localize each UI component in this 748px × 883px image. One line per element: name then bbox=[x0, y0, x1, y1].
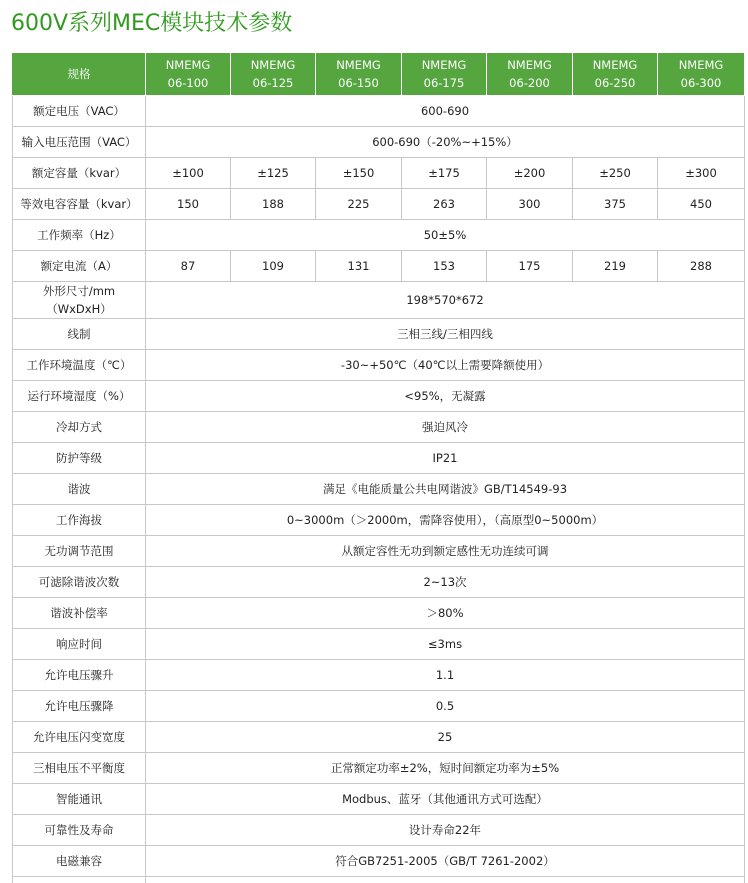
row-label: 允许电压骤升 bbox=[13, 660, 146, 691]
row-label: 电磁兼容 bbox=[13, 846, 146, 877]
table-row bbox=[13, 350, 745, 381]
row-value: 600-690（-20%~+15%） bbox=[146, 127, 745, 158]
header-model-cell bbox=[658, 53, 745, 96]
row-cell: ±100 bbox=[146, 158, 231, 189]
model-line1: NMEMG bbox=[421, 58, 467, 72]
table-row bbox=[13, 127, 745, 158]
table-row bbox=[13, 815, 745, 846]
row-cell: ±125 bbox=[231, 158, 316, 189]
row-value: 2~13次 bbox=[146, 567, 745, 598]
row-value: 1.1 bbox=[146, 660, 745, 691]
model-line1: NMEMG bbox=[336, 58, 381, 72]
row-cell: 188 bbox=[231, 189, 316, 220]
row-cell: 219 bbox=[573, 251, 658, 282]
row-cell: 263 bbox=[402, 189, 487, 220]
row-value: Modbus、蓝牙（其他通讯方式可选配） bbox=[146, 784, 745, 815]
row-label: 线制 bbox=[13, 319, 146, 350]
row-value: 强迫风冷 bbox=[146, 412, 745, 443]
row-label: 允许电压闪变宽度 bbox=[13, 722, 146, 753]
row-value: ＞80% bbox=[146, 598, 745, 629]
row-cell: ±300 bbox=[658, 158, 745, 189]
row-value: 正常额定功率±2%，短时间额定功率为±5% bbox=[146, 753, 745, 784]
table-row bbox=[13, 158, 745, 189]
row-label: 工作频率（Hz） bbox=[13, 220, 146, 251]
table-row bbox=[13, 846, 745, 877]
header-label: 规格 bbox=[13, 53, 146, 96]
row-cell: 109 bbox=[231, 251, 316, 282]
row-label-line2: （WxDxH） bbox=[46, 302, 112, 316]
model-line1: NMEMG bbox=[592, 58, 638, 72]
row-label: 谐波 bbox=[13, 474, 146, 505]
table-row bbox=[13, 251, 745, 282]
row-label bbox=[13, 877, 146, 883]
table-row bbox=[13, 691, 745, 722]
table-row bbox=[13, 598, 745, 629]
row-label: 谐波补偿率 bbox=[13, 598, 146, 629]
model-line2: 06-125 bbox=[252, 76, 294, 90]
table-row bbox=[13, 629, 745, 660]
row-cell: 175 bbox=[487, 251, 573, 282]
table-row-partial bbox=[13, 877, 745, 883]
table-row bbox=[13, 567, 745, 598]
row-label: 无功调节范围 bbox=[13, 536, 146, 567]
row-label: 三相电压不平衡度 bbox=[13, 753, 146, 784]
header-model-cell bbox=[402, 53, 487, 96]
row-value bbox=[146, 877, 745, 883]
model-line2: 06-250 bbox=[594, 76, 636, 90]
row-value: 从额定容性无功到额定感性无功连续可调 bbox=[146, 536, 745, 567]
row-cell: 375 bbox=[573, 189, 658, 220]
row-label: 冷却方式 bbox=[13, 412, 146, 443]
row-value: 0~3000m（＞2000m，需降容使用），（高原型0~5000m） bbox=[146, 505, 745, 536]
row-label: 输入电压范围（VAC） bbox=[13, 127, 146, 158]
table-row bbox=[13, 505, 745, 536]
row-cell: 87 bbox=[146, 251, 231, 282]
header-model-cell bbox=[573, 53, 658, 96]
row-value: 50±5% bbox=[146, 220, 745, 251]
table-row bbox=[13, 474, 745, 505]
row-value: 600-690 bbox=[146, 96, 745, 127]
table-row bbox=[13, 722, 745, 753]
row-value: 0.5 bbox=[146, 691, 745, 722]
row-label: 响应时间 bbox=[13, 629, 146, 660]
model-line1: NMEMG bbox=[678, 58, 724, 72]
row-cell: ±200 bbox=[487, 158, 573, 189]
row-label: 运行环境湿度（%） bbox=[13, 381, 146, 412]
row-value: 满足《电能质量公共电网谐波》GB/T14549-93 bbox=[146, 474, 745, 505]
row-label: 额定电流（A） bbox=[13, 251, 146, 282]
model-line2: 06-100 bbox=[167, 76, 209, 90]
model-line1: NMEMG bbox=[250, 58, 296, 72]
row-value: 三相三线/三相四线 bbox=[146, 319, 745, 350]
row-label: 可靠性及寿命 bbox=[13, 815, 146, 846]
row-cell: 225 bbox=[316, 189, 402, 220]
table-row bbox=[13, 443, 745, 474]
table-row bbox=[13, 412, 745, 443]
model-line2: 06-300 bbox=[680, 76, 722, 90]
row-cell: 450 bbox=[658, 189, 745, 220]
table-row bbox=[13, 784, 745, 815]
header-model-cell bbox=[487, 53, 573, 96]
header-model-cell bbox=[316, 53, 402, 96]
spec-table bbox=[12, 52, 745, 883]
row-label: 工作环境温度（℃） bbox=[13, 350, 146, 381]
row-label: 智能通讯 bbox=[13, 784, 146, 815]
row-value: 25 bbox=[146, 722, 745, 753]
row-label: 等效电容容量（kvar） bbox=[13, 189, 146, 220]
row-cell: ±150 bbox=[316, 158, 402, 189]
row-cell: 300 bbox=[487, 189, 573, 220]
row-cell: 288 bbox=[658, 251, 745, 282]
row-label: 防护等级 bbox=[13, 443, 146, 474]
model-line1: NMEMG bbox=[165, 58, 211, 72]
table-row bbox=[13, 381, 745, 412]
row-cell: 150 bbox=[146, 189, 231, 220]
header-model-cell bbox=[146, 53, 231, 96]
row-value: 符合GB7251-2005（GB/T 7261-2002） bbox=[146, 846, 745, 877]
row-label: 额定电压（VAC） bbox=[13, 96, 146, 127]
table-row bbox=[13, 660, 745, 691]
row-value: 设计寿命22年 bbox=[146, 815, 745, 846]
header-model-cell bbox=[231, 53, 316, 96]
row-value: -30~+50℃（40℃以上需要降额使用） bbox=[146, 350, 745, 381]
model-line1: NMEMG bbox=[507, 58, 552, 72]
model-line2: 06-150 bbox=[338, 76, 379, 90]
table-row bbox=[13, 753, 745, 784]
table-row bbox=[13, 282, 745, 319]
row-value: 198*570*672 bbox=[146, 282, 745, 319]
row-cell: ±175 bbox=[402, 158, 487, 189]
model-line2: 06-175 bbox=[423, 76, 465, 90]
table-row bbox=[13, 319, 745, 350]
row-value: IP21 bbox=[146, 443, 745, 474]
row-value: <95%，无凝露 bbox=[146, 381, 745, 412]
row-cell: ±250 bbox=[573, 158, 658, 189]
row-cell: 131 bbox=[316, 251, 402, 282]
row-label: 允许电压骤降 bbox=[13, 691, 146, 722]
table-row bbox=[13, 536, 745, 567]
model-line2: 06-200 bbox=[509, 76, 550, 90]
row-label-line1: 外形尺寸/mm bbox=[42, 284, 116, 298]
row-value: ≤3ms bbox=[146, 629, 745, 660]
table-row bbox=[13, 96, 745, 127]
row-label bbox=[13, 282, 146, 319]
row-label: 工作海拔 bbox=[13, 505, 146, 536]
row-label: 额定容量（kvar） bbox=[13, 158, 146, 189]
table-row bbox=[13, 189, 745, 220]
row-label: 可滤除谐波次数 bbox=[13, 567, 146, 598]
header-row bbox=[13, 53, 745, 96]
row-cell: 153 bbox=[402, 251, 487, 282]
page-title: 600V系列MEC模块技术参数 bbox=[11, 11, 293, 36]
table-row bbox=[13, 220, 745, 251]
